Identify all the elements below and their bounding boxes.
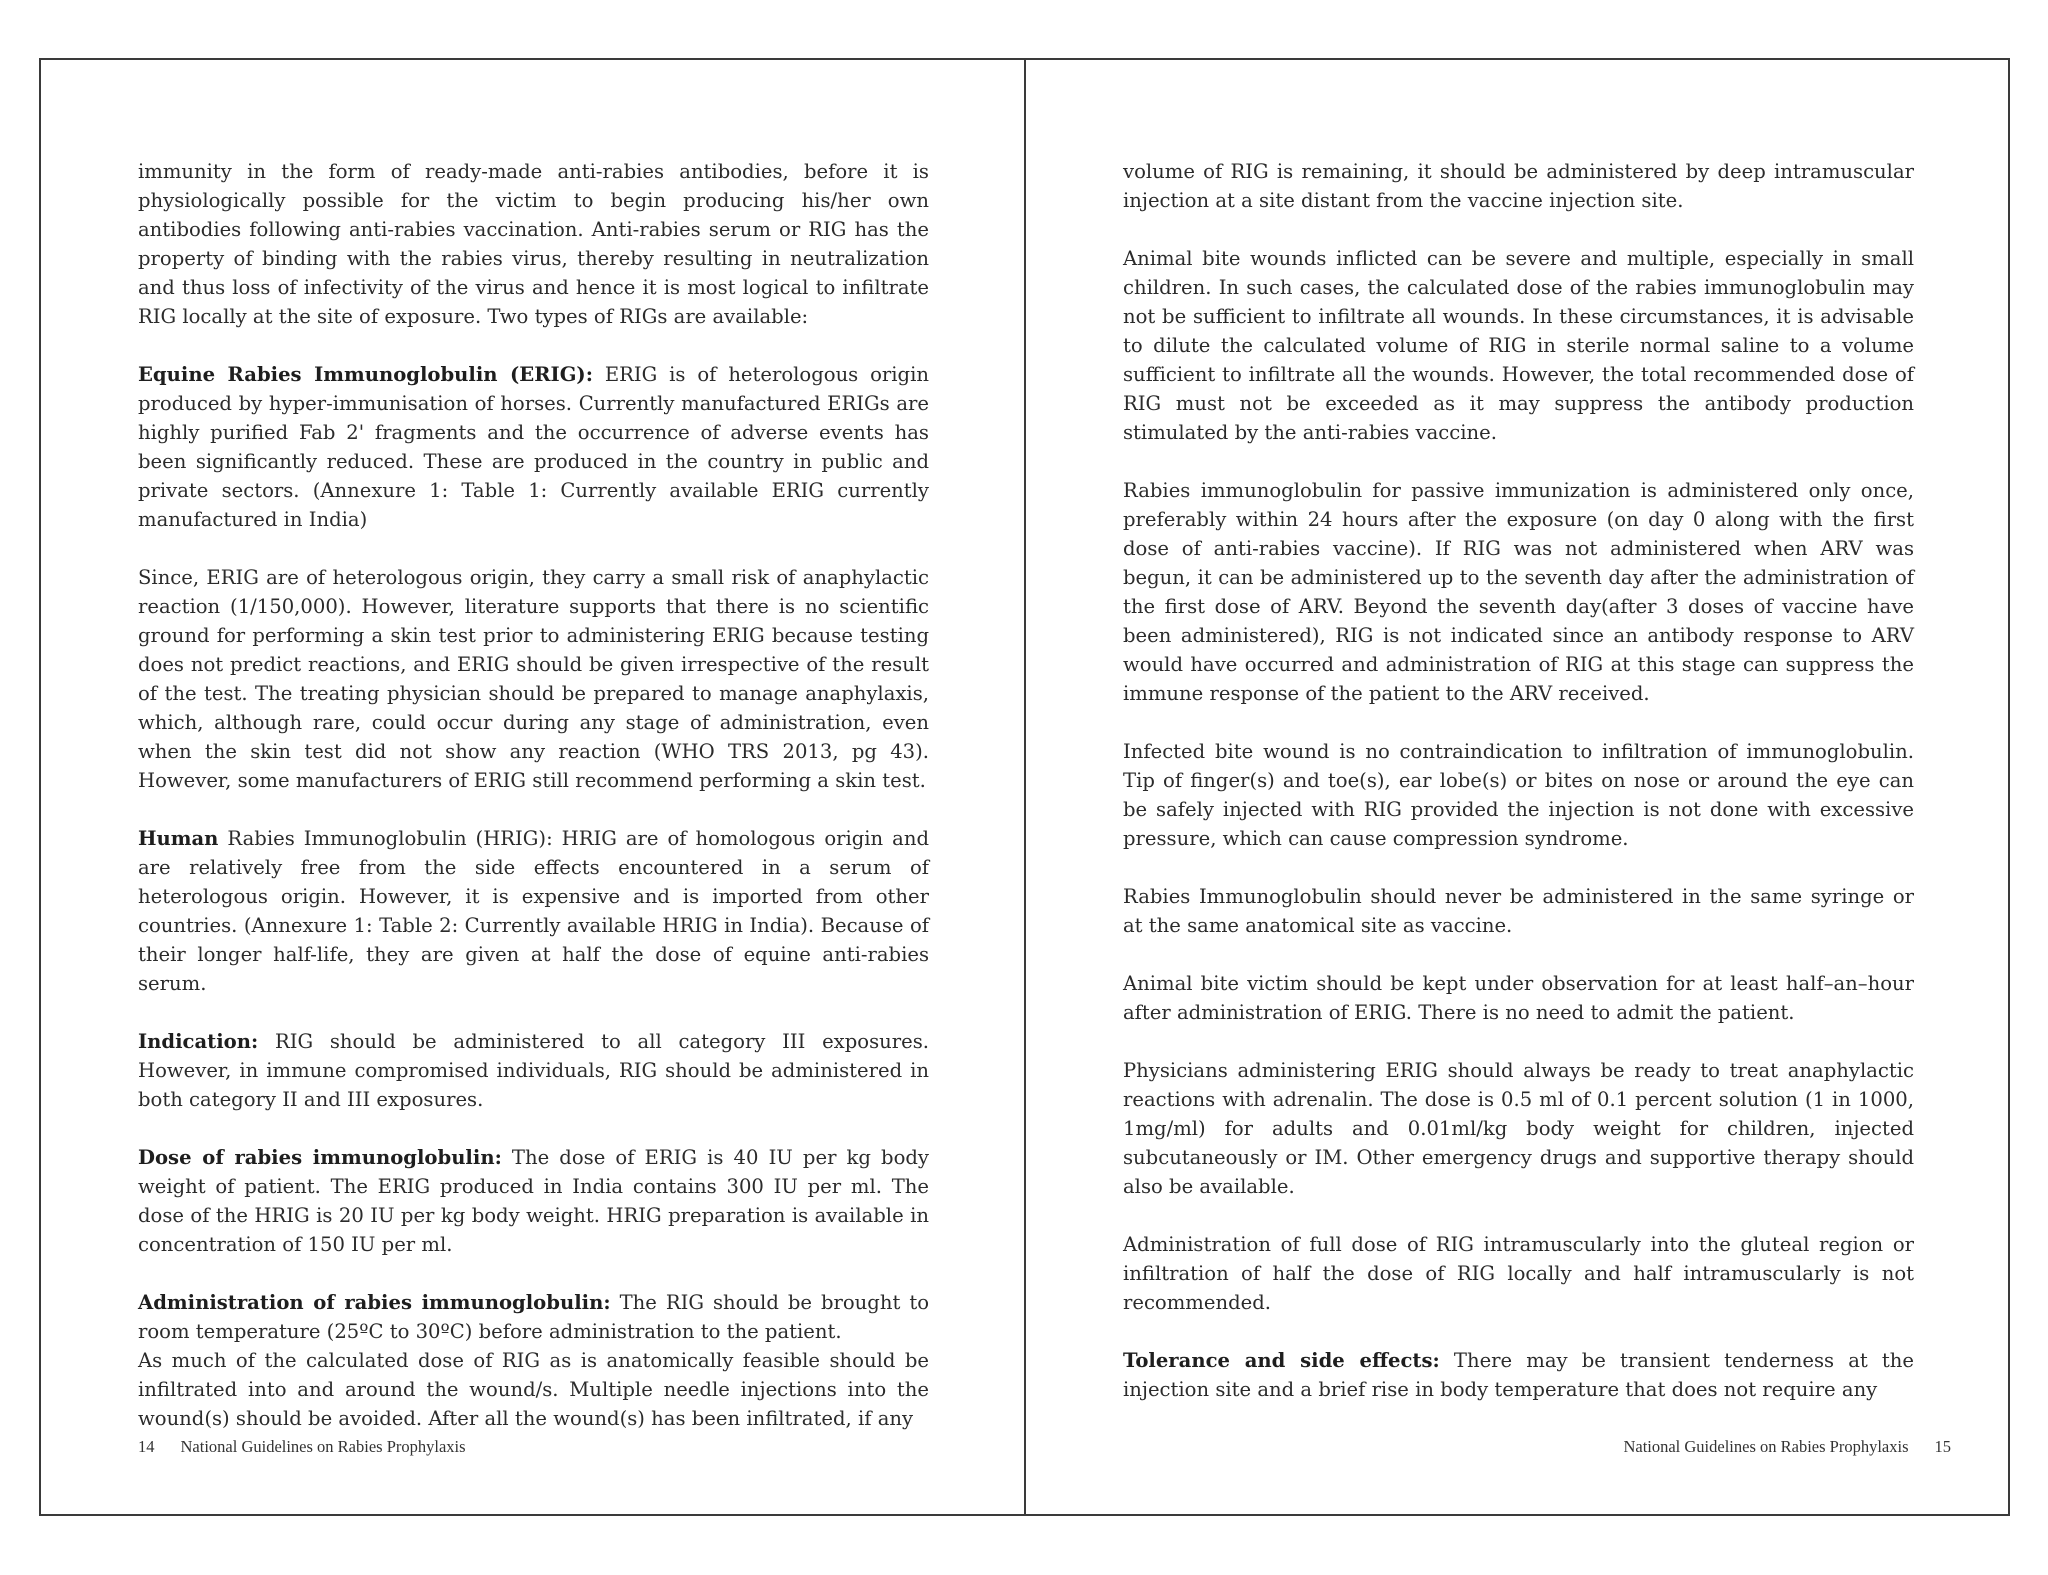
paragraph — [1123, 1230, 1914, 1317]
page-number: 14 — [138, 1437, 155, 1456]
running-footer-title: National Guidelines on Rabies Prophylaxis — [180, 1437, 466, 1456]
paragraph-lead: Equine Rabies Immunoglobulin (ERIG): — [138, 363, 593, 386]
right-page-footer — [1623, 1437, 1951, 1457]
paragraph-text: The RIG should be brought to room temperature (25ºC to 30ºC) before administration to the patient. — [138, 1291, 929, 1343]
paragraph — [1123, 882, 1914, 940]
paragraph-administration — [138, 1288, 929, 1346]
left-page-footer — [138, 1437, 466, 1457]
left-page-body — [138, 157, 929, 1462]
paragraph-text: Animal bite wounds inflicted can be severe and multiple, especially in small children. In such cases, the calculated dose of the rabies immunoglobulin may not be sufficient to infiltrate all wounds. In these circumstances, it is advisable to dilute the calculated volume of RIG in sterile normal saline to a volume sufficient to infiltrate all the wounds. However, the total recommended dose of RIG must not be exceeded as it may suppress the antibody production stimulated by the anti-rabies vaccine. — [1123, 247, 1914, 444]
paragraph-dose — [138, 1143, 929, 1259]
paragraph-lead: Indication: — [138, 1030, 259, 1053]
paragraph-lead: Tolerance and side effects: — [1123, 1349, 1440, 1372]
paragraph-text: volume of RIG is remaining, it should be administered by deep intramuscular injection at a site distant from the vaccine injection site. — [1123, 160, 1914, 212]
paragraph-text: immunity in the form of ready-made anti-rabies antibodies, before it is physiologically possible for the victim to begin producing his/her own antibodies following anti-rabies vaccination. Anti-rabies serum or RIG has the property of binding with the rabies virus, thereby resulting in neutralization and thus loss of infectivity of the virus and hence it is most logical to infiltrate RIG locally at the site of exposure. Two types of RIGs are available: — [138, 160, 929, 328]
paragraph — [1123, 244, 1914, 447]
paragraph-text: The dose of ERIG is 40 IU per kg body weight of patient. The ERIG produced in India contains 300 IU per ml. The dose of the HRIG is 20 IU per kg body weight. HRIG preparation is available in concentration of 150 IU per ml. — [138, 1146, 930, 1256]
paragraph — [138, 157, 929, 331]
paragraph-indication — [138, 1027, 929, 1114]
paragraph — [138, 563, 929, 795]
paragraph-text: ERIG is of heterologous origin produced by hyper-immunisation of horses. Currently manufactured ERIGs are highly purified Fab 2' fragments and the occurrence of adverse events has been significantly reduced. These are produced in the country in public and private sectors. (Annexure 1: Table 1: Currently available ERIG currently manufactured in India) — [138, 363, 929, 531]
paragraph-lead: Administration of rabies immunoglobulin: — [138, 1291, 611, 1314]
paragraph — [138, 1346, 929, 1433]
paragraph — [1123, 969, 1914, 1027]
paragraph-erig — [138, 360, 929, 534]
paragraph-text: There may be transient tenderness at the injection site and a brief rise in body temperature that does not require any — [1123, 1349, 1914, 1401]
paragraph-text: Rabies Immunoglobulin should never be administered in the same syringe or at the same anatomical site as vaccine. — [1123, 885, 1914, 937]
paragraph-text: Since, ERIG are of heterologous origin, they carry a small risk of anaphylactic reaction (1/150,000). However, literature supports that there is no scientific ground for performing a skin test prior to administering ERIG because testing does not predict reactions, and ERIG should be given irrespective of the result of the test. The treating physician should be prepared to manage anaphylaxis, which, although rare, could occur during any stage of administration, even when the skin test did not show any reaction (WHO TRS 2013, pg 43). However, some manufacturers of ERIG still recommend performing a skin test. — [138, 566, 929, 792]
paragraph — [1123, 1056, 1914, 1201]
paragraph — [1123, 157, 1914, 215]
page-number: 15 — [1934, 1437, 1951, 1456]
paragraph-text: Administration of full dose of RIG intramuscularly into the gluteal region or infiltration of half the dose of RIG locally and half intramuscularly is not recommended. — [1123, 1233, 1914, 1314]
paragraph-lead: Dose of rabies immunoglobulin: — [138, 1146, 502, 1169]
paragraph-hrig — [138, 824, 929, 998]
running-footer-title: National Guidelines on Rabies Prophylaxis — [1623, 1437, 1909, 1456]
paragraph — [1123, 737, 1914, 853]
paragraph-text: Rabies immunoglobulin for passive immunization is administered only once, preferably within 24 hours after the exposure (on day 0 along with the first dose of anti-rabies vaccine). If RIG was not administered when ARV was begun, it can be administered up to the seventh day after the administration of the first dose of ARV. Beyond the seventh day(after 3 doses of vaccine have been administered), RIG is not indicated since an antibody response to ARV would have occurred and administration of RIG at this stage can suppress the immune response of the patient to the ARV received. — [1123, 479, 1914, 705]
paragraph-text: As much of the calculated dose of RIG as is anatomically feasible should be infiltrated into and around the wound/s. Multiple needle injections into the wound(s) should be avoided. After all the wound(s) has been infiltrated, if any — [138, 1349, 929, 1430]
paragraph-tolerance — [1123, 1346, 1914, 1404]
paragraph-text: Infected bite wound is no contraindication to infiltration of immunoglobulin. Tip of finger(s) and toe(s), ear lobe(s) or bites on nose or around the eye can be safely injected with RIG provided the injection is not done with excessive pressure, which can cause compression syndrome. — [1123, 740, 1914, 850]
paragraph-lead: Human — [138, 827, 219, 850]
right-page-body — [1123, 157, 1914, 1433]
paragraph-text: Rabies Immunoglobulin (HRIG): HRIG are of homologous origin and are relatively free from the side effects encountered in a serum of heterologous origin. However, it is expensive and is imported from other countries. (Annexure 1: Table 2: Currently available HRIG in India). Because of their longer half-life, they are given at half the dose of equine anti-rabies serum. — [138, 827, 929, 995]
paragraph-text: Physicians administering ERIG should always be ready to treat anaphylactic reactions with adrenalin. The dose is 0.5 ml of 0.1 percent solution (1 in 1000, 1mg/ml) for adults and 0.01ml/kg body weight for children, injected subcutaneously or IM. Other emergency drugs and supportive therapy should also be available. — [1123, 1059, 1914, 1198]
page-gutter-divider — [1024, 58, 1026, 1516]
paragraph — [1123, 476, 1914, 708]
paragraph-text: Animal bite victim should be kept under observation for at least half–an–hour after administration of ERIG. There is no need to admit the patient. — [1123, 972, 1914, 1024]
paragraph-text: RIG should be administered to all category III exposures. However, in immune compromised individuals, RIG should be administered in both category II and III exposures. — [138, 1030, 929, 1111]
